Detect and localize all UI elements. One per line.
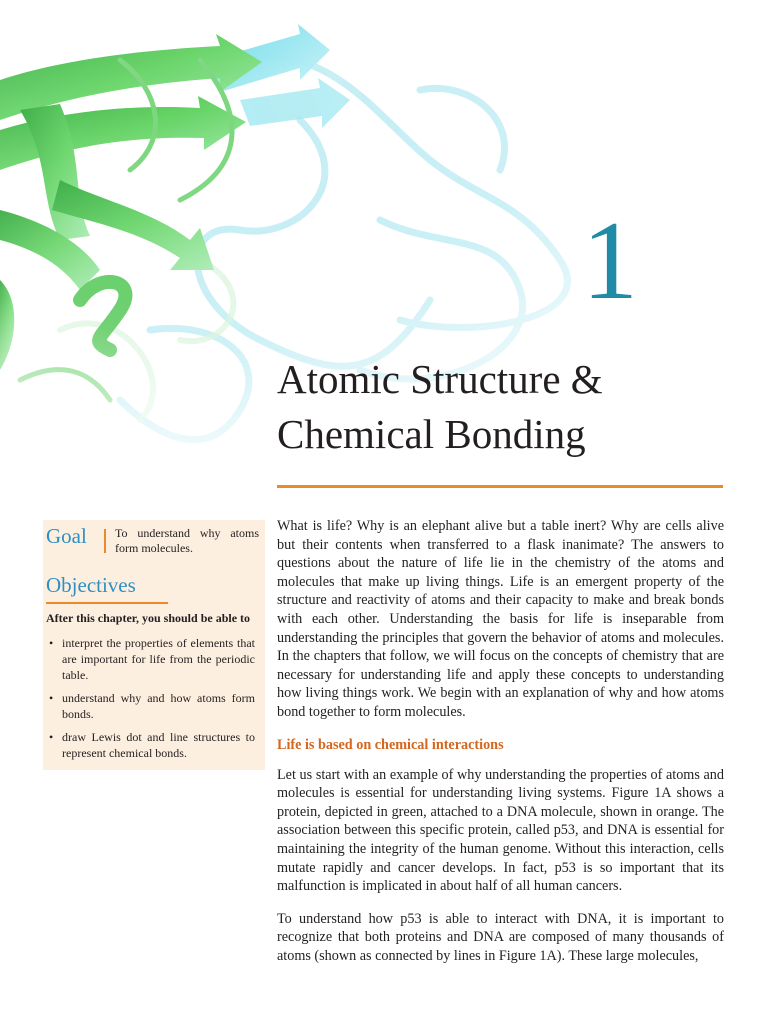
objectives-divider — [46, 602, 168, 604]
objective-text: draw Lewis dot and line structures to represent chemical bonds. — [62, 730, 255, 760]
intro-paragraph: What is life? Why is an elephant alive but a table inert? Why are cells alive but their contents when transferred to a flask inanimate? The answers to questions about the nature of life lie in the chemistry of the atoms and molecules that make up living things. Life is an emergent property of the structure and reactivity of atoms and their capacity to make and break bonds with each other. Understanding the basis for life is inseparable from understanding the principles that govern the behavior of atoms and molecules. In the chapters that follow, we will focus on the concepts of chemistry that are necessary for understanding life and apply these concepts to understanding how living things work. We begin with an explanation of why and how atoms bond together to form molecules. — [277, 518, 724, 720]
title-divider — [277, 485, 723, 488]
chapter-title-line-1: Atomic Structure & — [277, 356, 603, 402]
goals-objectives-box — [43, 520, 265, 770]
goal-divider — [104, 529, 106, 553]
body-paragraph: Let us start with an example of why understanding the properties of atoms and molecules is essential for understanding living systems. Figure 1A shows a protein, depicted in green, attached to a DNA molecule, shown in orange. The association between this specific protein, called p53, and DNA is essential for maintaining the integrity of the human genome. Without this interaction, cells mutate rapidly and cancer develops. In fact, p53 is so important that its malfunction is implicated in about half of all human cancers. — [277, 766, 724, 895]
body-paragraph: To understand how p53 is able to interact with DNA, it is important to recognize that both proteins and DNA are composed of many thousands of atoms (shown as connected by lines in Figure 1A). These large molecules, — [277, 910, 724, 964]
objectives-intro: After this chapter, you should be able to — [46, 611, 251, 625]
objectives-heading: Objectives — [46, 573, 136, 597]
list-item — [49, 729, 255, 761]
section-heading: Life is based on chemical interactions — [277, 736, 504, 753]
list-item — [49, 690, 255, 722]
goal-text: To understand why atoms form molecules. — [115, 526, 259, 555]
main-text — [277, 517, 724, 979]
objectives-list — [49, 635, 255, 768]
chapter-title — [277, 352, 747, 462]
chapter-number: 1 — [582, 199, 638, 323]
goal-heading: Goal — [46, 524, 87, 548]
objective-text: understand why and how atoms form bonds. — [62, 691, 255, 721]
bullet-icon: • — [49, 730, 54, 744]
list-item — [49, 635, 255, 683]
chapter-title-line-2: Chemical Bonding — [277, 411, 586, 457]
bullet-icon: • — [49, 691, 54, 705]
bullet-icon: • — [49, 636, 54, 650]
objective-text: interpret the properties of elements that are important for life from the periodic table. — [62, 636, 255, 682]
